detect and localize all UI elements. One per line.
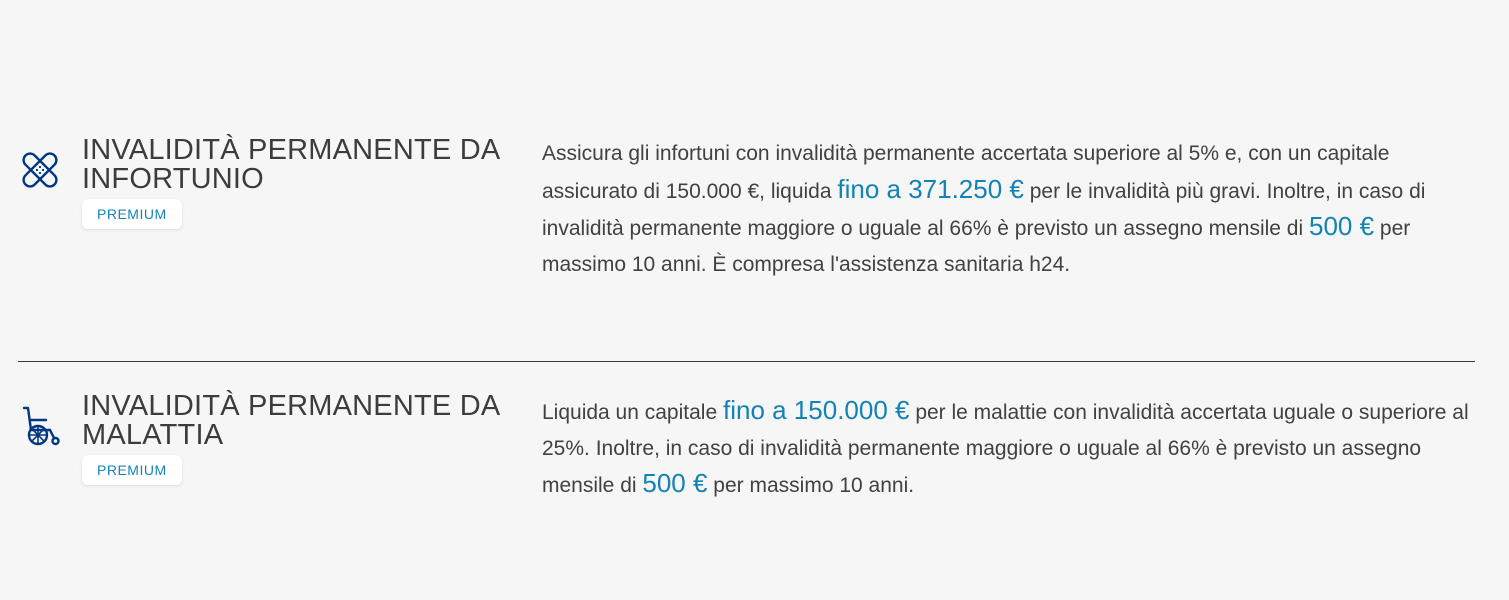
description-text: per le malattie con invalidità accertata uguale o superiore al 25%. Inoltre, in caso di invalidità permanente maggiore o uguale al 66% è previsto un assegno mensile di <box>542 401 1469 497</box>
highlight-amount: fino a 371.250 € <box>837 173 1024 204</box>
coverage-item-infortunio <box>18 0 1475 362</box>
description-text: per massimo 10 anni. <box>707 474 915 497</box>
coverage-title-line1: INVALIDITÀ PERMANENTE DA <box>82 390 501 422</box>
premium-badge: PREMIUM <box>82 455 182 485</box>
coverage-title <box>82 136 522 194</box>
coverage-list <box>18 0 1475 600</box>
coverage-description <box>542 393 1477 504</box>
description-text: per massimo 10 anni. È compresa l'assistenza sanitaria h24. <box>542 217 1411 276</box>
coverage-item-malattia <box>18 362 1475 600</box>
highlight-amount: 500 € <box>642 468 708 498</box>
wheelchair-icon <box>18 404 62 448</box>
premium-badge: PREMIUM <box>82 199 182 229</box>
highlight-amount: 500 € <box>1308 211 1375 241</box>
bandage-icon <box>18 148 62 192</box>
description-text: Liquida un capitale <box>542 401 723 424</box>
coverage-title-line2: INFORTUNIO <box>82 163 264 195</box>
description-text: per le invalidità più gravi. Inoltre, in caso di invalidità permanente maggiore o uguale al 66% è previsto un assegno mensile di <box>542 179 1426 240</box>
description-text: Assicura gli infortuni con invalidità permanente accertata superiore al 5% e, con un capitale assicurato di 150.000 €, liquida <box>542 142 1390 203</box>
coverage-title-line1: INVALIDITÀ PERMANENTE DA <box>82 134 501 166</box>
coverage-description <box>542 136 1477 282</box>
highlight-amount: fino a 150.000 € <box>722 395 910 425</box>
coverage-title-line2: MALATTIA <box>82 419 224 451</box>
coverage-title <box>82 392 522 450</box>
